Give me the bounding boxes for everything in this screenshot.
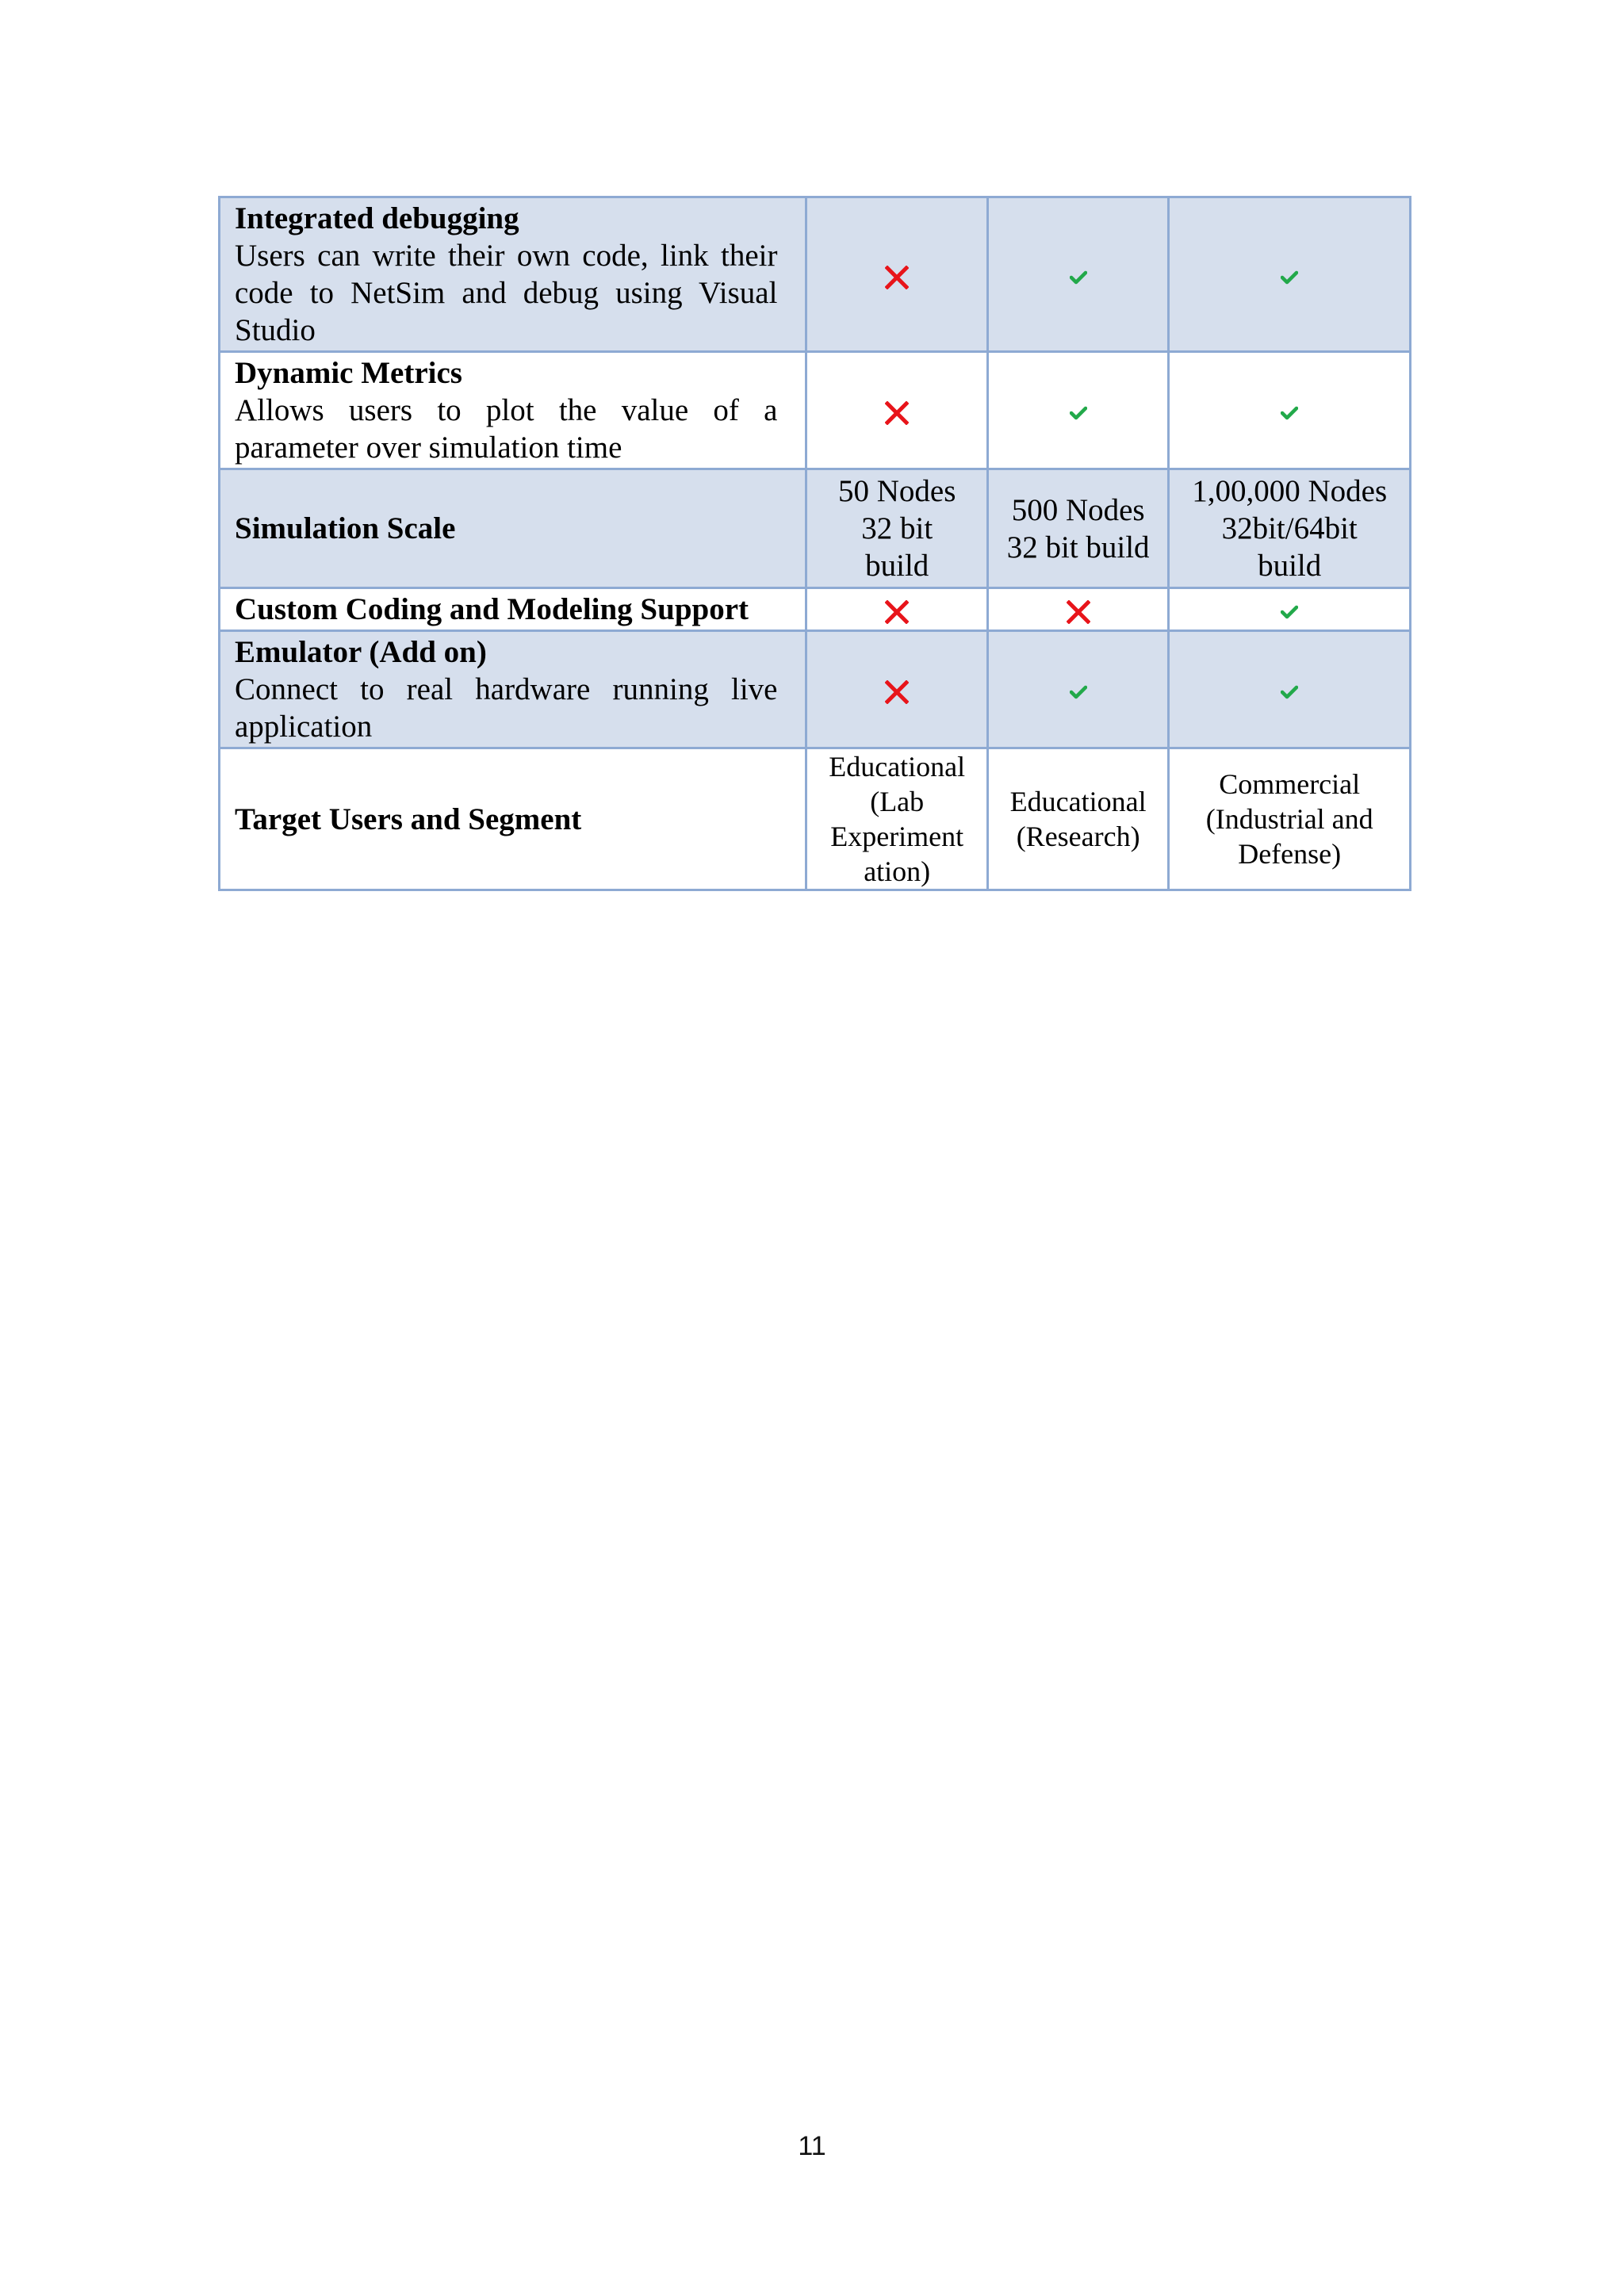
value-cell — [806, 748, 987, 890]
feature-title: Simulation Scale — [235, 511, 456, 545]
cross-icon — [885, 680, 909, 704]
feature-description: Connect to real hardware running live application — [235, 672, 778, 744]
value-cell — [1169, 352, 1411, 469]
table-row — [220, 469, 1411, 588]
value-cell — [987, 631, 1168, 748]
feature-title: Custom Coding and Modeling Support — [235, 592, 749, 626]
value-cell — [987, 748, 1168, 890]
value-line: Commercial — [1219, 768, 1361, 800]
value-line: 32bit/64bit — [1221, 511, 1358, 545]
feature-cell — [220, 631, 806, 748]
feature-cell — [220, 748, 806, 890]
check-icon — [1281, 685, 1298, 699]
value-cell — [806, 197, 987, 352]
table-row — [220, 197, 1411, 352]
feature-cell — [220, 197, 806, 352]
feature-title: Dynamic Metrics — [235, 356, 462, 390]
value-cell — [987, 352, 1168, 469]
value-line: (Research) — [1016, 821, 1140, 852]
value-cell — [1169, 197, 1411, 352]
cross-icon — [885, 600, 909, 624]
value-line: 1,00,000 Nodes — [1192, 474, 1388, 508]
cross-icon — [885, 266, 909, 289]
feature-description: Users can write their own code, link their code to NetSim and debug using Visual Studio — [235, 239, 778, 347]
feature-title: Integrated debugging — [235, 201, 519, 235]
table-row — [220, 631, 1411, 748]
value-cell — [987, 197, 1168, 352]
feature-title: Target Users and Segment — [235, 802, 582, 836]
value-line: build — [1258, 549, 1322, 583]
value-line: build — [865, 549, 929, 583]
check-icon — [1070, 270, 1087, 285]
check-icon — [1281, 270, 1298, 285]
value-cell — [1169, 631, 1411, 748]
value-cell — [987, 469, 1168, 588]
check-icon — [1070, 685, 1087, 699]
value-line: 500 Nodes — [1011, 492, 1145, 527]
feature-title: Emulator (Add on) — [235, 635, 487, 669]
value-cell — [806, 352, 987, 469]
feature-comparison-table — [218, 196, 1411, 891]
table-row — [220, 352, 1411, 469]
feature-cell — [220, 469, 806, 588]
page-number: 11 — [798, 2131, 826, 2161]
value-line: (Industrial and — [1205, 803, 1373, 835]
cross-icon — [1067, 600, 1090, 624]
value-cell — [1169, 469, 1411, 588]
value-line: Educational — [829, 751, 966, 783]
value-cell — [806, 588, 987, 631]
check-icon — [1070, 406, 1087, 420]
table-row — [220, 588, 1411, 631]
value-cell — [1169, 748, 1411, 890]
value-line: 32 bit build — [1006, 530, 1150, 564]
value-line: (Lab — [870, 786, 925, 817]
feature-cell — [220, 588, 806, 631]
feature-cell — [220, 352, 806, 469]
value-cell — [987, 588, 1168, 631]
feature-description: Allows users to plot the value of a parameter over simulation time — [235, 393, 778, 465]
value-cell — [806, 469, 987, 588]
cross-icon — [885, 401, 909, 425]
table-row — [220, 748, 1411, 890]
value-line: ation) — [864, 855, 931, 887]
value-line: 50 Nodes — [837, 474, 956, 508]
value-line: 32 bit — [861, 511, 933, 545]
check-icon — [1281, 406, 1298, 420]
check-icon — [1281, 605, 1298, 619]
value-cell — [1169, 588, 1411, 631]
value-line: Defense) — [1238, 838, 1342, 870]
value-line: Educational — [1009, 786, 1147, 817]
value-line: Experiment — [830, 821, 964, 852]
value-cell — [806, 631, 987, 748]
